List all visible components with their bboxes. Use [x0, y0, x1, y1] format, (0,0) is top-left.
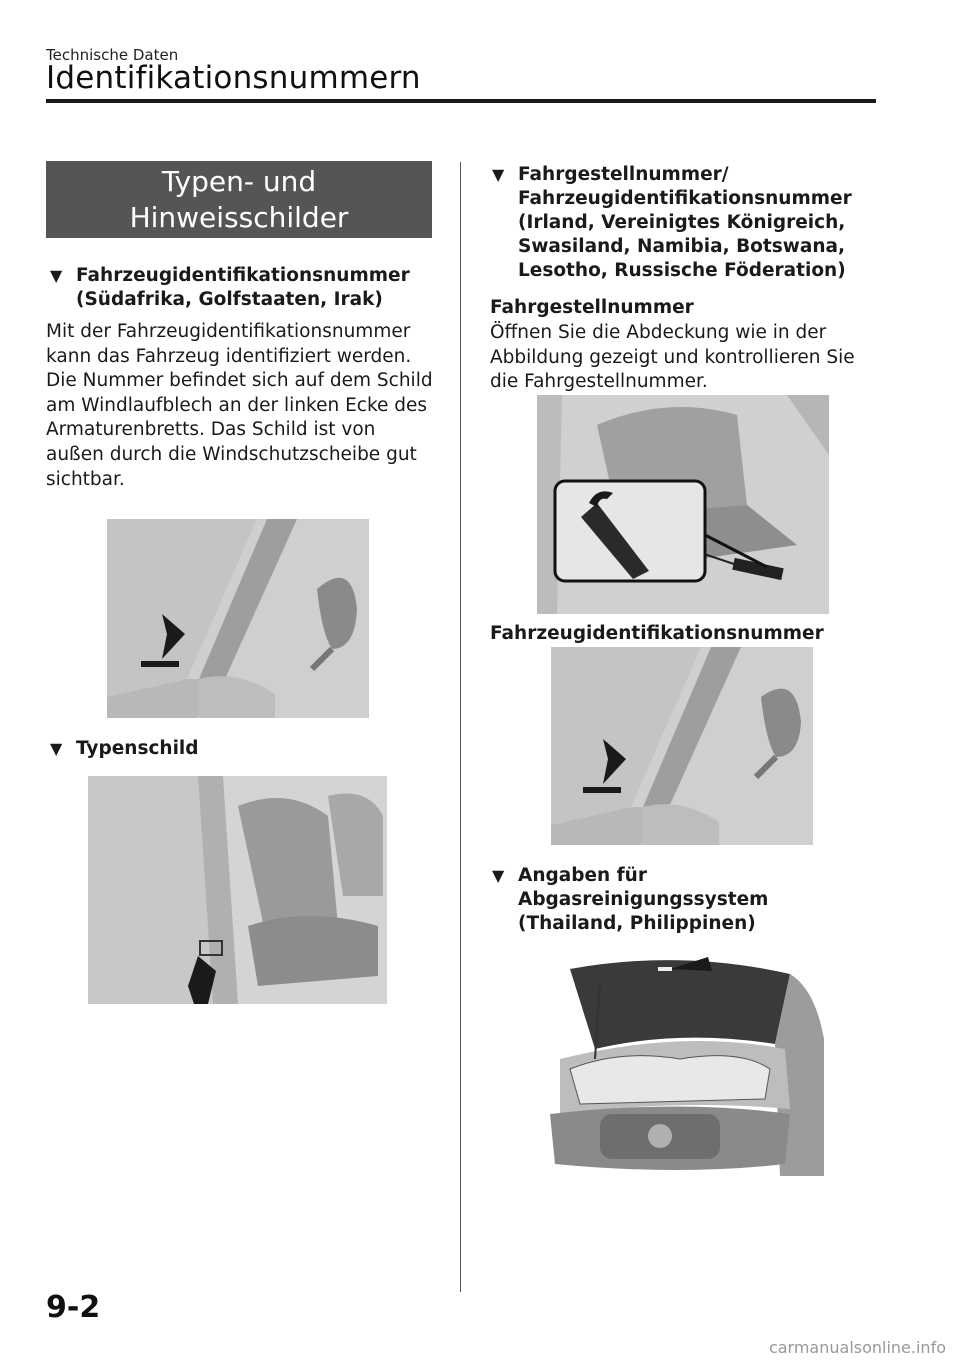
illustration-windshield-vin-2: [551, 647, 813, 845]
column-divider: [460, 162, 461, 1292]
page-title: Identifikationsnummern: [46, 60, 421, 96]
page-number: 9-2: [46, 1290, 101, 1325]
illustration-windshield-vin: [107, 519, 369, 718]
vin-description: Mit der Fahrzeugidentifikationsnummer kann das Fahrzeug identifiziert werden. Die Nummer befindet sich auf dem Schild am Windlaufblech an der linken Ecke des Armaturenbretts. Das Schild ist von außen durch die Windschutzscheibe gut sichtbar.: [46, 321, 433, 490]
illustration-open-hood: [540, 949, 824, 1176]
chapter-kicker: Technische Daten: [46, 46, 179, 64]
heading-chassis-number: [492, 163, 872, 283]
heading-text: Angaben für Abgasreinigungssystem (Thailand, Philippinen): [518, 865, 769, 934]
illustration-chassis-cover: [537, 395, 829, 614]
section-title-box: [46, 161, 432, 238]
heading-text: Typenschild: [76, 738, 199, 759]
heading-typenschild: [50, 737, 430, 761]
heading-emission-system: [492, 864, 872, 936]
illustration-type-plate: [88, 776, 387, 1004]
triangle-down-icon: ▼: [492, 866, 505, 885]
triangle-down-icon: ▼: [50, 266, 63, 285]
triangle-down-icon: ▼: [492, 165, 505, 184]
vin-caption: Fahrzeugidentifikationsnummer: [490, 623, 824, 644]
chassis-number-label: Fahrgestellnummer: [490, 297, 694, 318]
chassis-description: Öffnen Sie die Abdeckung wie in der Abbildung gezeigt und kontrollieren Sie die Fahrgestellnummer.: [490, 322, 855, 393]
heading-text: Fahrzeugidentifikationsnummer (Südafrika, Golfstaaten, Irak): [76, 265, 410, 310]
header-divider: [46, 99, 876, 103]
section-title-line1: Typen- und: [161, 164, 317, 198]
section-title-line2: Hinweisschilder: [129, 200, 349, 234]
heading-vin-south-africa: [50, 264, 430, 312]
heading-text: Fahrgestellnummer/ Fahrzeugidentifikationsnummer (Irland, Vereinigtes Königreich, Swasiland, Namibia, Botswana, Lesotho, Russische Föderation): [518, 164, 852, 281]
triangle-down-icon: ▼: [50, 739, 63, 758]
footer-watermark: carmanualsonline.info: [768, 1338, 946, 1357]
